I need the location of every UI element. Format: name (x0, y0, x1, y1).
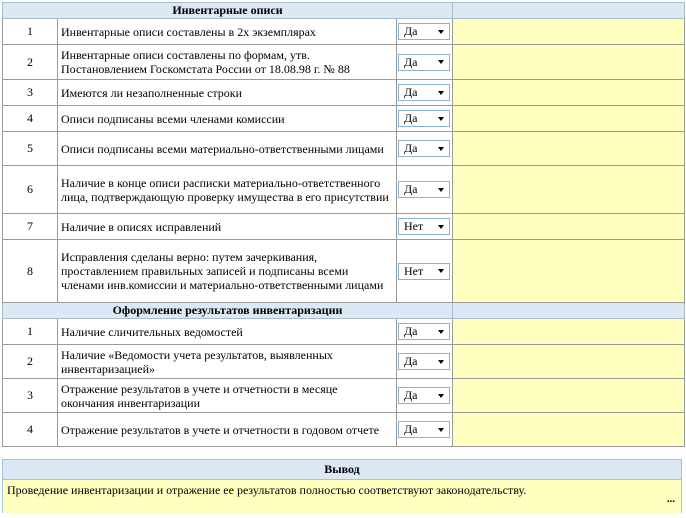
row-number: 1 (3, 319, 58, 345)
comment-cell[interactable] (453, 214, 685, 240)
answer-select[interactable] (398, 181, 450, 198)
comment-cell[interactable] (453, 166, 685, 214)
answer-value: Да (404, 422, 418, 436)
answer-cell (397, 379, 453, 413)
answer-select[interactable] (398, 140, 450, 157)
answer-value: Нет (404, 219, 424, 233)
table-row (3, 80, 685, 106)
answer-cell (397, 19, 453, 45)
row-question: Имеются ли незаполненные строки (58, 80, 397, 106)
answer-cell (397, 214, 453, 240)
row-question: Исправления сделаны верно: путем зачеркивания, проставлением правильных записей и подписаны всеми членами инв.комиссии и материально-ответственными лицами (58, 240, 397, 303)
dropdown-arrow-icon (438, 428, 444, 432)
table-row (3, 240, 685, 303)
row-question: Наличие сличительных ведомостей (58, 319, 397, 345)
answer-value: Да (404, 85, 418, 99)
dropdown-arrow-icon (438, 147, 444, 151)
comment-cell[interactable] (453, 413, 685, 447)
answer-select[interactable] (398, 387, 450, 404)
section-header-spacer (453, 3, 685, 19)
answer-cell (397, 240, 453, 303)
dropdown-arrow-icon (438, 91, 444, 95)
table-row (3, 319, 685, 345)
section-title: Инвентарные описи (3, 3, 453, 19)
row-number: 8 (3, 240, 58, 303)
table-row (3, 345, 685, 379)
dropdown-arrow-icon (438, 394, 444, 398)
answer-select[interactable] (398, 110, 450, 127)
conclusion-text: Проведение инвентаризации и отражение ее результатов полностью соответствуют законодательству. (7, 483, 527, 497)
row-number: 1 (3, 19, 58, 45)
answer-select[interactable] (398, 421, 450, 438)
dropdown-arrow-icon (438, 188, 444, 192)
answer-cell (397, 45, 453, 80)
answer-select[interactable] (398, 23, 450, 40)
answer-select[interactable] (398, 54, 450, 71)
answer-value: Нет (404, 263, 424, 278)
comment-cell[interactable] (453, 379, 685, 413)
answer-cell (397, 166, 453, 214)
answer-value: Да (404, 388, 418, 402)
answer-value: Да (404, 24, 418, 38)
row-question: Описи подписаны всеми членами комиссии (58, 106, 397, 132)
row-number: 6 (3, 166, 58, 214)
answer-cell (397, 319, 453, 345)
dropdown-arrow-icon (438, 225, 444, 229)
answer-cell (397, 80, 453, 106)
comment-cell[interactable] (453, 80, 685, 106)
row-question: Инвентарные описи составлены по формам, утв. Постановлением Госкомстата России от 18.08.98 г. № 88 (58, 45, 397, 80)
section-header (3, 3, 685, 19)
answer-select[interactable] (398, 263, 450, 280)
conclusion-text-area[interactable] (3, 480, 681, 513)
row-number: 7 (3, 214, 58, 240)
answer-value: Да (404, 324, 418, 338)
comment-cell[interactable] (453, 45, 685, 80)
row-number: 4 (3, 106, 58, 132)
dropdown-arrow-icon (438, 360, 444, 364)
row-number: 3 (3, 379, 58, 413)
section-header-spacer (453, 303, 685, 319)
answer-value: Да (404, 111, 418, 125)
row-question: Описи подписаны всеми материально-ответственными лицами (58, 132, 397, 166)
row-number: 3 (3, 80, 58, 106)
row-question: Отражение результатов в учете и отчетности в месяце окончания инвентаризации (58, 379, 397, 413)
answer-value: Да (404, 354, 418, 368)
comment-cell[interactable] (453, 106, 685, 132)
more-button[interactable]: ... (666, 493, 675, 505)
table-row (3, 413, 685, 447)
table-row (3, 45, 685, 80)
table-row (3, 132, 685, 166)
row-question: Наличие в описях исправлений (58, 214, 397, 240)
row-question: Наличие «Ведомости учета результатов, выявленных инвентаризацией» (58, 345, 397, 379)
dropdown-arrow-icon (438, 60, 444, 64)
table-row (3, 166, 685, 214)
answer-select[interactable] (398, 84, 450, 101)
comment-cell[interactable] (453, 132, 685, 166)
row-number: 4 (3, 413, 58, 447)
answer-select[interactable] (398, 218, 450, 235)
answer-value: Да (404, 182, 418, 196)
table-row (3, 19, 685, 45)
dropdown-arrow-icon (438, 330, 444, 334)
row-number: 2 (3, 345, 58, 379)
comment-cell[interactable] (453, 19, 685, 45)
answer-cell (397, 413, 453, 447)
answer-select[interactable] (398, 323, 450, 340)
answer-cell (397, 345, 453, 379)
answer-cell (397, 132, 453, 166)
section-title: Оформление результатов инвентаризации (3, 303, 453, 319)
row-number: 5 (3, 132, 58, 166)
dropdown-arrow-icon (438, 117, 444, 121)
checklist-table (2, 2, 685, 447)
table-row (3, 379, 685, 413)
row-number: 2 (3, 45, 58, 80)
conclusion-title: Вывод (3, 460, 681, 480)
answer-select[interactable] (398, 353, 450, 370)
table-row (3, 214, 685, 240)
comment-cell[interactable] (453, 240, 685, 303)
row-question: Отражение результатов в учете и отчетности в годовом отчете (58, 413, 397, 447)
comment-cell[interactable] (453, 319, 685, 345)
answer-value: Да (404, 141, 418, 155)
row-question: Наличие в конце описи расписки материально-ответственного лица, подтверждающую проверку имущества в его присутствии (58, 166, 397, 214)
answer-value: Да (404, 54, 418, 69)
dropdown-arrow-icon (438, 30, 444, 34)
section-header (3, 303, 685, 319)
answer-cell (397, 106, 453, 132)
dropdown-arrow-icon (438, 269, 444, 273)
table-row (3, 106, 685, 132)
row-question: Инвентарные описи составлены в 2х экземплярах (58, 19, 397, 45)
conclusion-panel (2, 459, 682, 513)
comment-cell[interactable] (453, 345, 685, 379)
